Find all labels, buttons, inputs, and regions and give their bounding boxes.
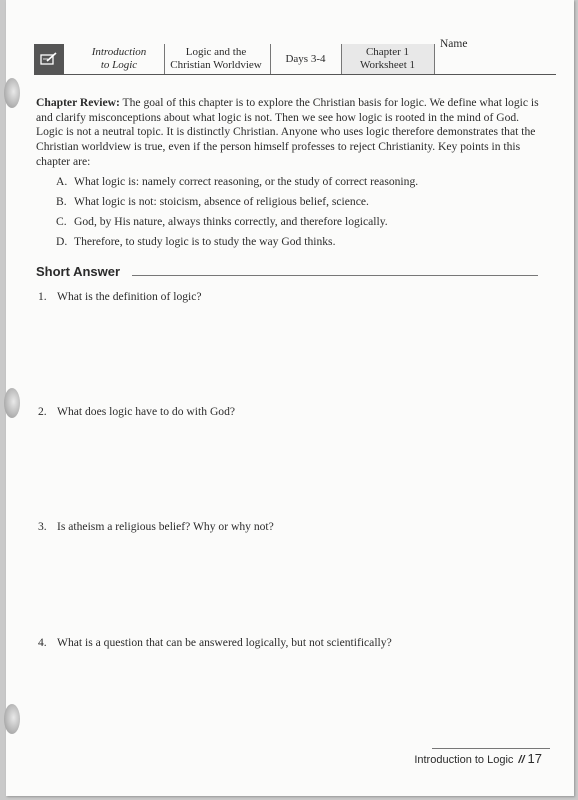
worksheet-page	[6, 0, 574, 796]
worksheet-header	[30, 38, 556, 76]
footer-rule	[432, 748, 550, 749]
section-divider	[132, 275, 538, 276]
question-2: 2. What does logic have to do with God?	[38, 405, 236, 418]
header-lesson-title: Logic and the Christian Worldview	[170, 46, 262, 71]
question-1: 1. What is the definition of logic?	[38, 290, 202, 303]
list-item: D. Therefore, to study logic is to study the way God thinks.	[56, 235, 336, 248]
short-answer-heading: Short Answer	[36, 264, 121, 279]
binder-hole	[4, 704, 20, 734]
list-item: B. What logic is not: stoicism, absence of religious belief, science.	[56, 195, 369, 208]
page-number: 17	[527, 751, 542, 766]
binder-hole	[4, 78, 20, 108]
chapter-review-text: The goal of this chapter is to explore the Christian basis for logic. We define what logic is and clarify misconceptions about what logic is not. Then we see how logic is rooted in the mind of God. Logic is not a neutral topic. It is distinctly Christian. Anyone who uses logic therefore demonstrates that the Christian worldview is true, even if the person himself professes to reject Christianity. Key points in this chapter are:	[36, 96, 539, 168]
footer-book-title: Introduction to Logic	[414, 754, 514, 766]
chapter-review-heading: Chapter Review:	[36, 96, 120, 109]
pencil-paper-icon	[34, 44, 64, 74]
list-item: C. God, by His nature, always thinks correctly, and therefore logically.	[56, 215, 388, 228]
question-4: 4. What is a question that can be answered logically, but not scientifically?	[38, 636, 392, 649]
key-points-list	[56, 175, 536, 255]
question-3: 3. Is atheism a religious belief? Why or why not?	[38, 520, 274, 533]
double-slash-icon: //	[518, 754, 525, 766]
header-chapter: Chapter 1 Worksheet 1	[359, 46, 416, 71]
header-course: Introduction to Logic	[91, 46, 147, 71]
header-days: Days 3-4	[285, 52, 326, 65]
page-footer	[414, 751, 542, 766]
chapter-review	[36, 96, 546, 170]
list-item: A. What logic is: namely correct reasoning, or the study of correct reasoning.	[56, 175, 419, 188]
binder-hole	[4, 388, 20, 418]
name-label: Name	[440, 38, 468, 50]
